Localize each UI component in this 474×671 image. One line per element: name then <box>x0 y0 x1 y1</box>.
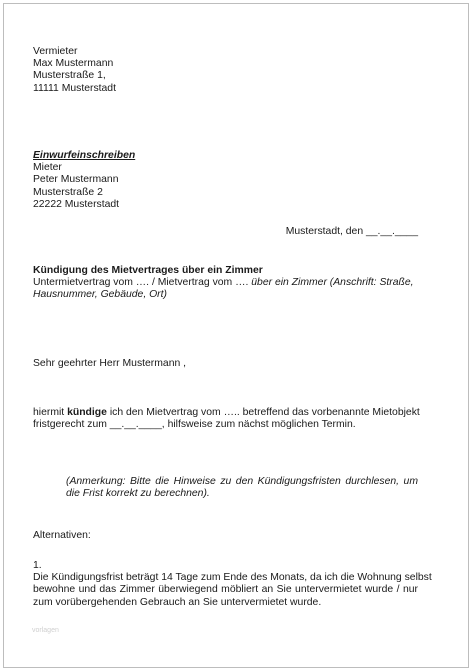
salutation: Sehr geehrter Herr Mustermann , <box>33 358 187 369</box>
body-line-2: fristgerecht zum __.__.____, hilfsweise zum nächst möglichen Termin. <box>33 419 356 431</box>
subject-block <box>33 265 418 302</box>
subject-title: Kündigung des Mietvertrages über ein Zimmer <box>33 265 263 276</box>
subject-line-2: Hausnummer, Gebäude, Ort) <box>33 289 167 301</box>
sender-street: Musterstraße 1, <box>33 70 106 82</box>
recipient-street: Musterstraße 2 <box>33 186 103 198</box>
recipient-address <box>33 150 418 211</box>
subject-contract-ref: Untermietvertrag vom …. / Mietvertrag vom …. <box>33 277 249 289</box>
alternatives-heading: Alternativen: <box>33 530 91 541</box>
sender-role: Vermieter <box>33 46 78 57</box>
note-block <box>66 476 418 500</box>
salutation-block <box>33 358 418 370</box>
sender-city: 11111 Musterstadt <box>33 82 116 94</box>
subject-object-ref: über ein Zimmer (Anschrift: Straße, <box>251 277 414 289</box>
body-line-1 <box>33 407 418 419</box>
body-rest: ich den Mietvertrag vom ….. betreffend das vorbenannte Mietobjekt <box>109 407 420 418</box>
alternative-line-3: zum vorübergehenden Gebrauch an Sie untervermietet wurde. <box>33 596 322 608</box>
recipient-city: 22222 Musterstadt <box>33 198 120 210</box>
note-line-1: (Anmerkung: Bitte die Hinweise zu den Kündigungsfristen durchlesen, um <box>66 476 418 487</box>
delivery-type: Einwurfeinschreiben <box>33 150 136 161</box>
body-paragraph <box>33 407 418 431</box>
alternative-line-2: bewohne und das Zimmer überwiegend möbliert an Sie untervermietet wurde / nur <box>33 584 418 596</box>
note-line-2: die Frist korrekt zu berechnen). <box>66 488 210 500</box>
recipient-name: Peter Mustermann <box>33 174 119 186</box>
subject-line-1 <box>33 277 418 289</box>
alternatives-heading-block <box>33 530 418 542</box>
sender-name: Max Mustermann <box>33 58 114 70</box>
sender-address <box>33 46 418 95</box>
recipient-role: Mieter <box>33 162 62 174</box>
watermark-text: vorlagen <box>32 627 59 634</box>
alternative-line-1: Die Kündigungsfrist beträgt 14 Tage zum Ende des Monats, da ich die Wohnung selbst <box>33 572 432 584</box>
body-start: hiermit <box>33 407 65 418</box>
alternative-number: 1. <box>33 560 42 571</box>
alternative-1 <box>33 560 432 609</box>
place-date: Musterstadt, den __.__.____ <box>285 226 418 237</box>
body-keyword: kündige <box>67 407 107 418</box>
